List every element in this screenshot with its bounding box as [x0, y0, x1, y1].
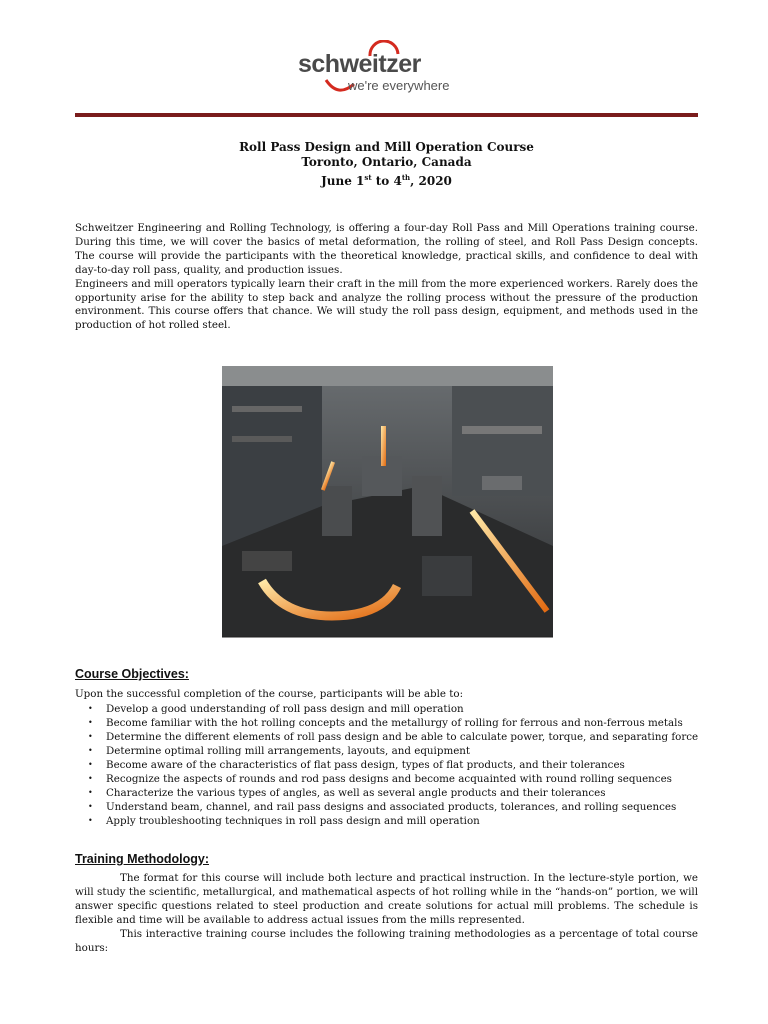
- course-title-block: [75, 140, 698, 189]
- list-item: • Recognize the aspects of rounds and rod pass designs and become acquainted with round rolling sequences: [88, 772, 708, 786]
- list-item: • Determine optimal rolling mill arrangements, layouts, and equipment: [88, 744, 708, 758]
- methodology-paragraph-2: This interactive training course includes the following training methodologies as a percentage of total course hours:: [75, 927, 698, 954]
- methodology-text: [75, 872, 698, 955]
- course-title: Roll Pass Design and Mill Operation Course: [239, 140, 534, 154]
- list-item: • Characterize the various types of angles, as well as several angle products and their tolerances: [88, 786, 708, 800]
- intro-text: [75, 222, 698, 333]
- rolling-mill-photo: [222, 366, 553, 637]
- course-dates: June 1st to 4th, 2020: [321, 173, 452, 188]
- list-item: • Apply troubleshooting techniques in roll pass design and mill operation: [88, 814, 708, 828]
- list-item: • Understand beam, channel, and rail pass designs and associated products, tolerances, and rolling sequences: [88, 800, 708, 814]
- company-logo: [298, 40, 488, 96]
- intro-paragraph-2: Engineers and mill operators typically learn their craft in the mill from the more experienced workers. Rarely does the opportunity arise for the ability to step back and analyze the rolling process without the pressure of the production environment. This course offers that chance. We will study the roll pass design, equipment, and methods used in the production of hot rolled steel.: [75, 277, 698, 332]
- intro-paragraph-1: Schweitzer Engineering and Rolling Technology, is offering a four-day Roll Pass and Mill Operations training course. During this time, we will cover the basics of metal deformation, the rolling of steel, and Roll Pass Design concepts. The course will provide the participants with the theoretical knowledge, practical skills, and confidence to deal with day-to-day roll pass, quality, and production issues.: [75, 222, 698, 276]
- objectives-intro: Upon the successful completion of the course, participants will be able to:: [75, 688, 464, 700]
- list-item: • Develop a good understanding of roll pass design and mill operation: [88, 702, 708, 716]
- methodology-heading: Training Methodology:: [75, 852, 210, 866]
- logo-tagline: we're everywhere: [348, 78, 450, 93]
- photo-baseline: [0, 636, 768, 638]
- header-rule: [75, 113, 698, 117]
- logo-wordmark: schweitzer: [298, 50, 421, 78]
- objectives-list: [88, 702, 708, 828]
- list-item: • Become aware of the characteristics of flat pass design, types of flat products, and their tolerances: [88, 758, 708, 772]
- course-location: Toronto, Ontario, Canada: [301, 155, 472, 169]
- methodology-paragraph-1: The format for this course will include both lecture and practical instruction. In the lecture-style portion, we will study the scientific, metallurgical, and mathematical aspects of hot rolling while in the “hands-on” portion, we will answer specific questions related to steel production and create solutions for actual mill problems. The schedule is flexible and time will be available to address actual issues from the mills represented.: [75, 872, 698, 926]
- list-item: • Become familiar with the hot rolling concepts and the metallurgy of rolling for ferrous and non-ferrous metals: [88, 716, 708, 730]
- list-item: • Determine the different elements of roll pass design and be able to calculate power, torque, and separating force: [88, 730, 708, 744]
- objectives-heading: Course Objectives:: [75, 667, 189, 681]
